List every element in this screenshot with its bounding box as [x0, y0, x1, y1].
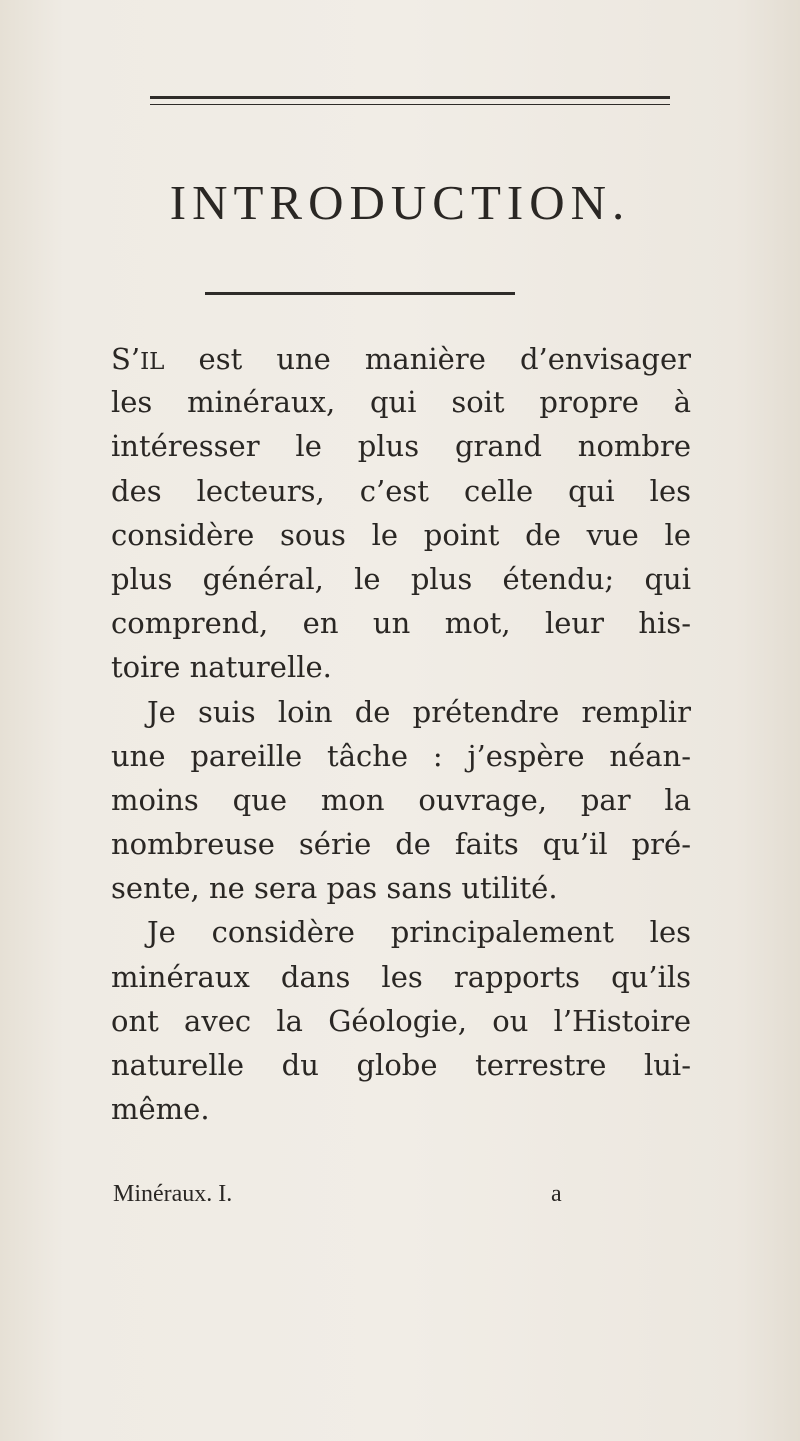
- signature-mark: Minéraux. I.: [113, 1181, 233, 1207]
- text-line: S’il est une manière d’envisager: [111, 338, 691, 377]
- drop-initial: S’: [111, 342, 141, 376]
- gathering-letter: a: [551, 1181, 562, 1207]
- text-line: même.: [111, 1092, 210, 1127]
- text-line: une pareille tâche : j’espère néan-: [111, 738, 691, 773]
- text-line: Je suis loin de prétendre remplir: [147, 694, 691, 729]
- text-line: ont avec la Géologie, ou l’Histoire: [111, 1003, 691, 1038]
- text-line: moins que mon ouvrage, par la: [111, 782, 691, 817]
- text-line: intéresser le plus grand nombre: [111, 429, 691, 464]
- small-caps-word: il: [140, 338, 165, 377]
- text-line: considère sous le point de vue le: [111, 517, 691, 552]
- text-line: plus général, le plus étendu; qui: [111, 561, 691, 596]
- top-rule-thin: [150, 104, 670, 105]
- top-rule-thick: [150, 96, 670, 99]
- text-line: naturelle du globe terrestre lui-: [111, 1048, 691, 1082]
- page-title: INTRODUCTION.: [169, 175, 631, 230]
- text-line: sente, ne sera pas sans utilité.: [111, 871, 558, 906]
- text-line: nombreuse série de faits qu’il pré-: [111, 827, 691, 862]
- text-line: des lecteurs, c’est celle qui les: [111, 473, 691, 508]
- text-line: comprend, en un mot, leur his-: [111, 606, 691, 641]
- text-line: minéraux dans les rapports qu’ils: [111, 959, 691, 994]
- title-rule: [205, 292, 515, 295]
- text-line: toire naturelle.: [111, 650, 332, 685]
- text-line: Je considère principalement les: [147, 915, 691, 950]
- text-line: les minéraux, qui soit propre à: [111, 385, 691, 420]
- body-text: [111, 336, 691, 1131]
